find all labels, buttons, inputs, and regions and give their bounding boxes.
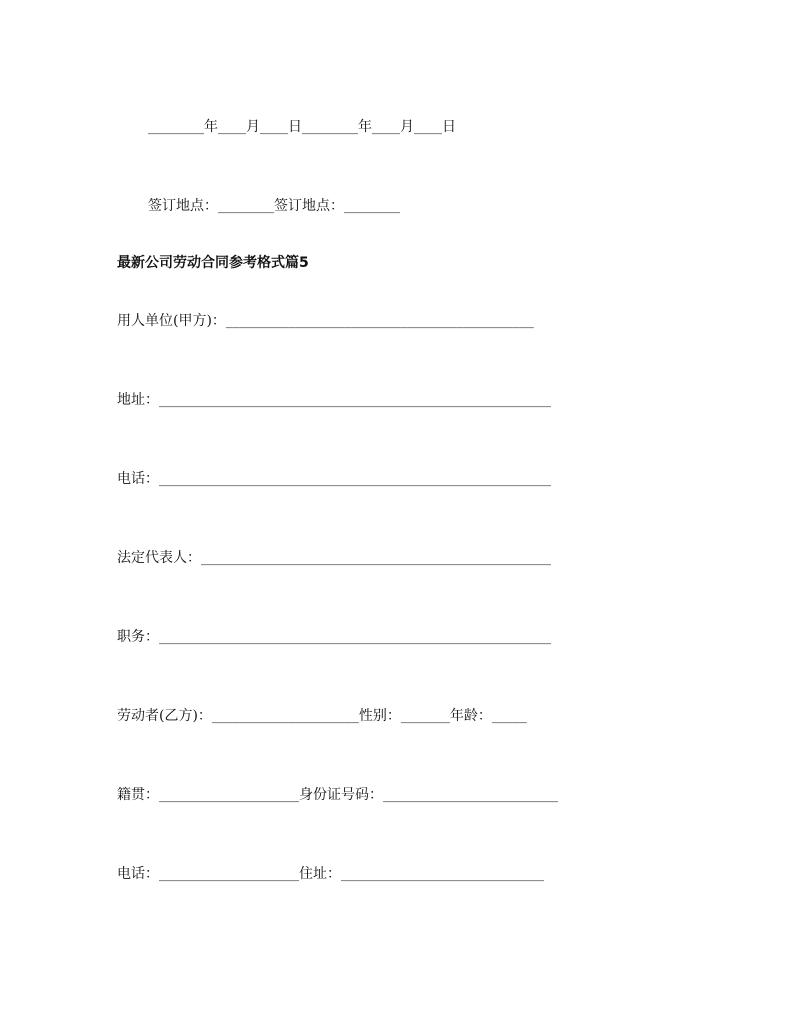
phone-line: 电话：________________________________________________________ <box>117 471 551 487</box>
signing-date-line: ________年____月____日________年____月____日 <box>148 119 456 135</box>
employee-line: 劳动者(乙方)：_____________________性别：_______年龄：_____ <box>117 708 527 724</box>
native-place-id-line: 籍贯：____________________身份证号码：_________________________ <box>117 787 558 803</box>
position-line: 职务：________________________________________________________ <box>117 629 551 645</box>
address-line: 地址：________________________________________________________ <box>117 392 551 408</box>
legal-representative-line: 法定代表人：__________________________________________________ <box>117 550 551 566</box>
employer-line: 用人单位(甲方)：____________________________________________ <box>117 313 534 329</box>
phone-address-line: 电话：____________________住址：_____________________________ <box>117 866 544 882</box>
signing-location-line: 签订地点：________签订地点：________ <box>148 198 400 214</box>
section-title: 最新公司劳动合同参考格式篇5 <box>117 255 309 271</box>
